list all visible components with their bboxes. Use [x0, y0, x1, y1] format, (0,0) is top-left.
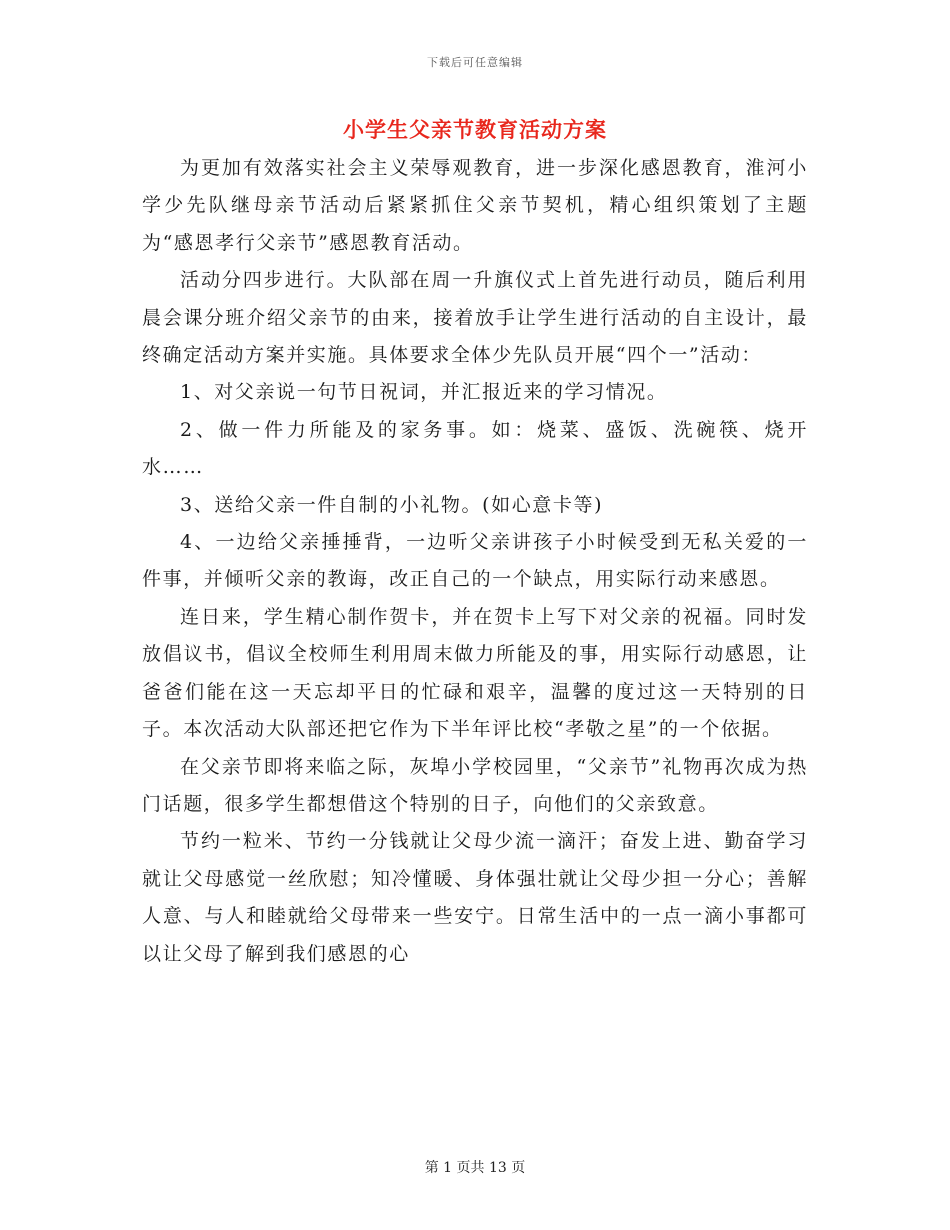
paragraph: 为更加有效落实社会主义荣辱观教育，进一步深化感恩教育，淮河小学少先队继母亲节活动后紧紧抓住父亲节契机，精心组织策划了主题为“感恩孝行父亲节”感恩教育活动。 [142, 157, 808, 254]
list-item: 4、一边给父亲捶捶背，一边听父亲讲孩子小时候受到无私关爱的一件事，并倾听父亲的教诲，改正自己的一个缺点，用实际行动来感恩。 [142, 531, 808, 591]
list-item: 1、对父亲说一句节日祝词，并汇报近来的学习情况。 [180, 381, 668, 404]
header-note: 下载后可任意编辑 [427, 56, 523, 69]
document-title: 小学生父亲节教育活动方案 [343, 117, 607, 142]
page-number: 第 1 页共 13 页 [424, 1160, 526, 1176]
paragraph: 节约一粒米、节约一分钱就让父母少流一滴汗；奋发上进、勤奋学习就让父母感觉一丝欣慰；知冷懂暖、身体强壮就让父母少担一分心；善解人意、与人和睦就给父母带来一些安宁。日常生活中的一点一滴小事都可以让父母了解到我们感恩的心 [142, 830, 808, 965]
paragraph: 在父亲节即将来临之际，灰埠小学校园里，“父亲节”礼物再次成为热门话题，很多学生都想借这个特别的日子，向他们的父亲致意。 [142, 755, 808, 815]
document-body [142, 150, 808, 973]
paragraph: 活动分四步进行。大队部在周一升旗仪式上首先进行动员，随后利用晨会课分班介绍父亲节的由来，接着放手让学生进行活动的自主设计，最终确定活动方案并实施。具体要求全体少先队员开展“四个一”活动： [142, 269, 808, 367]
paragraph: 连日来，学生精心制作贺卡，并在贺卡上写下对父亲的祝福。同时发放倡议书，倡议全校师生利用周末做力所能及的事，用实际行动感恩，让爸爸们能在这一天忘却平日的忙碌和艰辛，温馨的度过这一天特别的日子。本次活动大队部还把它作为下半年评比校“孝敬之星”的一个依据。 [142, 605, 808, 741]
list-item: 3、送给父亲一件自制的小礼物。(如心意卡等) [180, 493, 604, 516]
list-item: 2、做一件力所能及的家务事。如：烧菜、盛饭、洗碗筷、烧开水…… [142, 418, 808, 479]
